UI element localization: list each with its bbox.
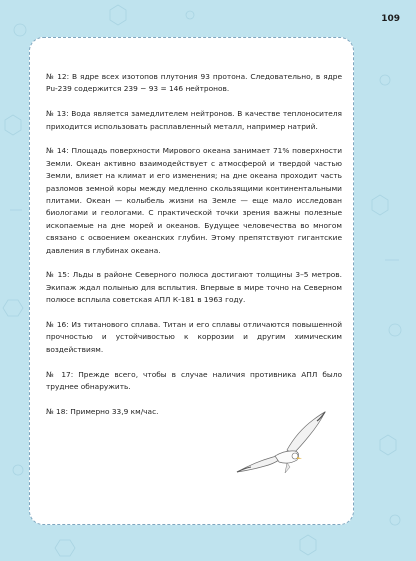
- answers-list: [46, 71, 342, 431]
- answer-16: № 16: Из титанового сплава. Титан и его сплавы отличаются повышенной прочностью и устойчивостью к коррозии и другим химическим воздействиям.: [46, 320, 342, 354]
- answer-14: № 14: Площадь поверхности Мирового океана занимает 71% поверхности Земли. Океан активно взаимодействует с атмосферой и твердой частью Земли, влияет на климат и его изменения; на дне океана проходит часть разломов земной коры между медленно скользящими континентальными плитами. Океан — колыбель жизни на Земле — еще мало исследован биологами и геологами. С практической точки зрения важны полезные ископаемые на дне морей и океанов. Будущее человечества во многом связано с освоением океанских глубин. Этому препятствуют гигантские давления в глубинах океана.: [46, 146, 342, 255]
- answer-15: № 15: Льды в районе Северного полюса достигают толщины 3–5 метров. Экипаж ждал полынью для всплытия. Впервые в мире точно на Северном полюсе всплыла советская АПЛ К-181 в 1963 году.: [46, 270, 342, 305]
- answer-13: № 13: Вода является замедлителем нейтронов. В качестве теплоносителя приходится использовать расплавленный металл, например натрий.: [46, 109, 342, 131]
- answer-17: № 17: Прежде всего, чтобы в случае наличия противника АПЛ было труднее обнаружить.: [46, 369, 342, 392]
- seagull-illustration: [235, 410, 327, 478]
- answer-18: № 18: Примерно 33,9 км/час.: [46, 406, 159, 416]
- page-number: 109: [381, 14, 400, 24]
- answers-card: [29, 37, 354, 525]
- answer-12: № 12: В ядре всех изотопов плутония 93 протона. Следовательно, в ядре Pu-239 содержится 239 − 93 = 146 нейтронов.: [46, 72, 342, 94]
